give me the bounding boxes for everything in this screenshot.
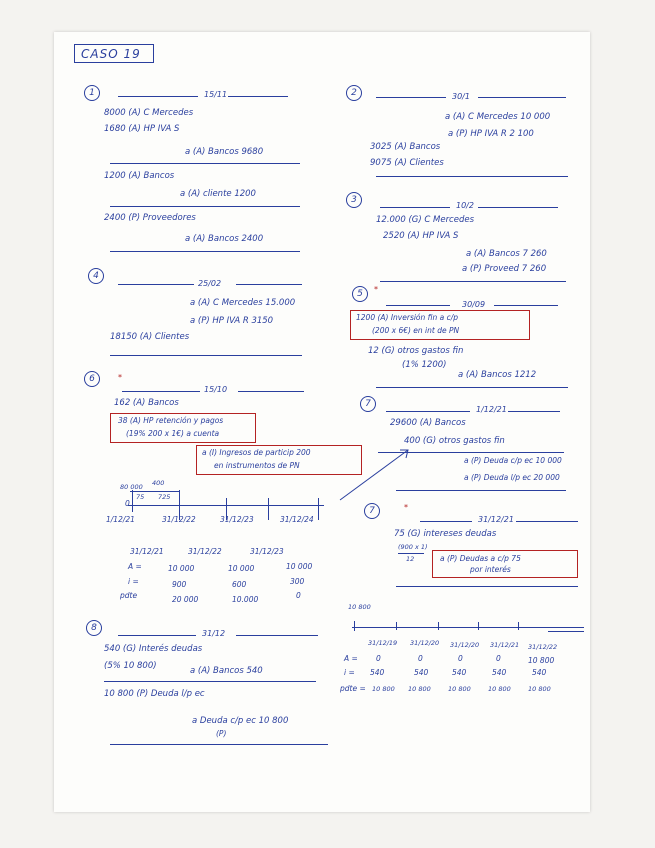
tl-right-date: 31/12/20	[410, 639, 440, 647]
tl-right-cell: 0	[376, 654, 381, 663]
tl-left-sub-2: 725	[158, 493, 171, 501]
tl-left-cell: 10 000	[286, 562, 313, 571]
tl-left-origin: 0	[125, 499, 130, 508]
tl-left-cell: 20 000	[172, 595, 199, 604]
entry-3-credit-2: a (P) Proveed 7 260	[462, 264, 547, 274]
entry-2-debit-2: 9075 (A) Clientes	[370, 158, 444, 168]
entry-8-number: 8	[86, 620, 102, 636]
entry-6-box-2-line-2: en instrumentos de PN	[214, 461, 300, 470]
tl-left-col-3: 31/12/23	[250, 547, 284, 556]
tl-left-date-4: 31/12/24	[280, 515, 314, 524]
tl-left-cell: 10 000	[228, 564, 255, 573]
tl-left-row-label: A =	[128, 562, 142, 571]
entry-7b-box-line-2: por interés	[470, 565, 511, 574]
tl-left-row-label: i =	[128, 577, 139, 586]
entry-6-debit-1: 162 (A) Bancos	[114, 398, 179, 408]
entry-7b-date: 31/12/21	[478, 515, 514, 524]
entry-4-number: 4	[88, 268, 104, 284]
entry-1-date: 15/11	[204, 90, 228, 99]
entry-5-debit-1: 12 (G) otros gastos fin	[368, 346, 464, 356]
entry-6-box-2-line-1: a (I) Ingresos de particip 200	[202, 448, 311, 457]
tl-left-col-2: 31/12/22	[188, 547, 222, 556]
entry-1-credit-2: a (A) cliente 1200	[180, 189, 256, 199]
entry-7b-number: 7	[364, 503, 380, 519]
entry-7a-debit-2: 400 (G) otros gastos fin	[404, 436, 505, 446]
entry-7a-credit-1: a (P) Deuda c/p ec 10 000	[464, 456, 562, 465]
tl-right-date: 31/12/22	[528, 643, 558, 651]
entry-1-number: 1	[84, 85, 100, 101]
entry-1-credit-3: a (A) Bancos 2400	[185, 234, 264, 244]
tl-left-col-1: 31/12/21	[130, 547, 164, 556]
entry-6-number: 6	[84, 371, 100, 387]
entry-1-debit-2: 1680 (A) HP IVA S	[104, 124, 180, 134]
tl-right-cell: 10 800	[408, 685, 431, 693]
tl-right-cell: 10 800	[528, 685, 551, 693]
entry-7b-fraction-bottom: 12	[406, 555, 415, 563]
tl-right-cell: 540	[452, 668, 467, 677]
entry-5-number: 5	[352, 286, 368, 302]
tl-left-top-1: 80 000	[120, 483, 143, 491]
entry-4-date: 25/02	[198, 279, 222, 288]
entry-7b-debit-1: 75 (G) intereses deudas	[394, 529, 497, 539]
tl-right-cell: 540	[414, 668, 429, 677]
tl-right-row-label: A =	[344, 654, 358, 663]
tl-left-date-1: 1/12/21	[106, 515, 135, 524]
entry-3-debit-2: 2520 (A) HP IVA S	[383, 231, 459, 241]
entry-8-date: 31/12	[202, 629, 226, 638]
entry-2-credit-2: a (P) HP IVA R 2 100	[448, 129, 534, 139]
entry-5-star: *	[374, 285, 378, 294]
tl-right-cell: 540	[532, 668, 547, 677]
entry-7b-star: *	[404, 503, 408, 512]
tl-right-date: 31/12/19	[368, 639, 398, 647]
tl-right-cell: 10 800	[372, 685, 395, 693]
tl-left-date-2: 31/12/22	[162, 515, 196, 524]
entry-2-number: 2	[346, 85, 362, 101]
tl-right-row-label: pdte =	[340, 684, 366, 693]
entry-4-credit-2: a (P) HP IVA R 3150	[190, 316, 274, 326]
tl-left-cell: 0	[296, 591, 301, 600]
entry-8-debit-3: 10 800 (P) Deuda l/p ec	[104, 689, 205, 699]
entry-2-credit-1: a (A) C Mercedes 10 000	[445, 112, 551, 122]
tl-left-cell: 10.000	[232, 595, 259, 604]
entry-7b-fraction-top: (900 x 1)	[398, 543, 428, 551]
entry-1-debit-1: 8000 (A) C Mercedes	[104, 108, 194, 118]
entry-8-credit-2-type: (P)	[216, 729, 227, 738]
entry-8-debit-1: 540 (G) Interés deudas	[104, 644, 203, 654]
entry-1-debit-4: 2400 (P) Proveedores	[104, 213, 196, 223]
entry-1-debit-3: 1200 (A) Bancos	[104, 171, 175, 181]
entry-6-box-1-line-2: (19% 200 x 1€) a cuenta	[126, 429, 220, 438]
tl-right-row-label: i =	[344, 668, 355, 677]
tl-left-cell: 10 000	[168, 564, 195, 573]
tl-right-cell: 540	[370, 668, 385, 677]
entry-7a-credit-2: a (P) Deuda l/p ec 20 000	[464, 473, 560, 482]
entry-2-debit-1: 3025 (A) Bancos	[370, 142, 441, 152]
tl-left-sub-1: 75	[136, 493, 145, 501]
entry-6-box-1-line-1: 38 (A) HP retención y pagos	[118, 416, 224, 425]
arrow-icon	[330, 440, 420, 505]
entry-3-debit-1: 12.000 (G) C Mercedes	[376, 215, 475, 225]
entry-5-debit-2: (1% 1200)	[402, 360, 447, 370]
entry-2-date: 30/1	[452, 92, 470, 101]
entry-7a-debit-1: 29600 (A) Bancos	[390, 418, 466, 428]
entry-3-number: 3	[346, 192, 362, 208]
entry-5-box-line-1: 1200 (A) Inversión fin a c/p	[356, 313, 459, 322]
page-title: CASO 19	[74, 44, 154, 63]
tl-right-date: 31/12/21	[490, 641, 520, 649]
tl-left-cell: 900	[172, 580, 187, 589]
tl-right-cell: 10 800	[488, 685, 511, 693]
entry-7a-number: 7	[360, 396, 376, 412]
entry-5-box-line-2: (200 x 6€) en int de PN	[372, 326, 460, 335]
entry-3-date: 10/2	[456, 201, 474, 210]
entry-1-credit-1: a (A) Bancos 9680	[185, 147, 264, 157]
tl-right-cell: 0	[458, 654, 463, 663]
tl-right-date: 31/12/20	[450, 641, 480, 649]
tl-left-top-2: 400	[152, 479, 165, 487]
tl-left-cell: 300	[290, 577, 305, 586]
tl-right-cell: 10 800	[448, 685, 471, 693]
entry-6-date: 15/10	[204, 385, 228, 394]
entry-6-star: *	[118, 373, 122, 382]
entry-4-debit-1: 18150 (A) Clientes	[110, 332, 190, 342]
tl-right-top: 10 800	[348, 603, 371, 611]
entry-7b-box-line-1: a (P) Deudas a c/p 75	[440, 554, 521, 563]
tl-left-row-label: pdte	[120, 591, 138, 600]
entry-5-date: 30/09	[462, 300, 486, 309]
tl-right-cell: 540	[492, 668, 507, 677]
entry-5-credit-1: a (A) Bancos 1212	[458, 370, 537, 380]
entry-7a-date: 1/12/21	[476, 405, 507, 414]
tl-right-cell: 10 800	[528, 656, 555, 665]
entry-3-credit-1: a (A) Bancos 7 260	[466, 249, 547, 259]
tl-right-cell: 0	[418, 654, 423, 663]
tl-left-cell: 600	[232, 580, 247, 589]
entry-8-credit-2: a Deuda c/p ec 10 800	[192, 716, 289, 726]
entry-8-credit-1: a (A) Bancos 540	[190, 666, 263, 676]
tl-right-cell: 0	[496, 654, 501, 663]
entry-8-debit-2: (5% 10 800)	[104, 661, 157, 671]
tl-left-date-3: 31/12/23	[220, 515, 254, 524]
entry-4-credit-1: a (A) C Mercedes 15.000	[190, 298, 296, 308]
